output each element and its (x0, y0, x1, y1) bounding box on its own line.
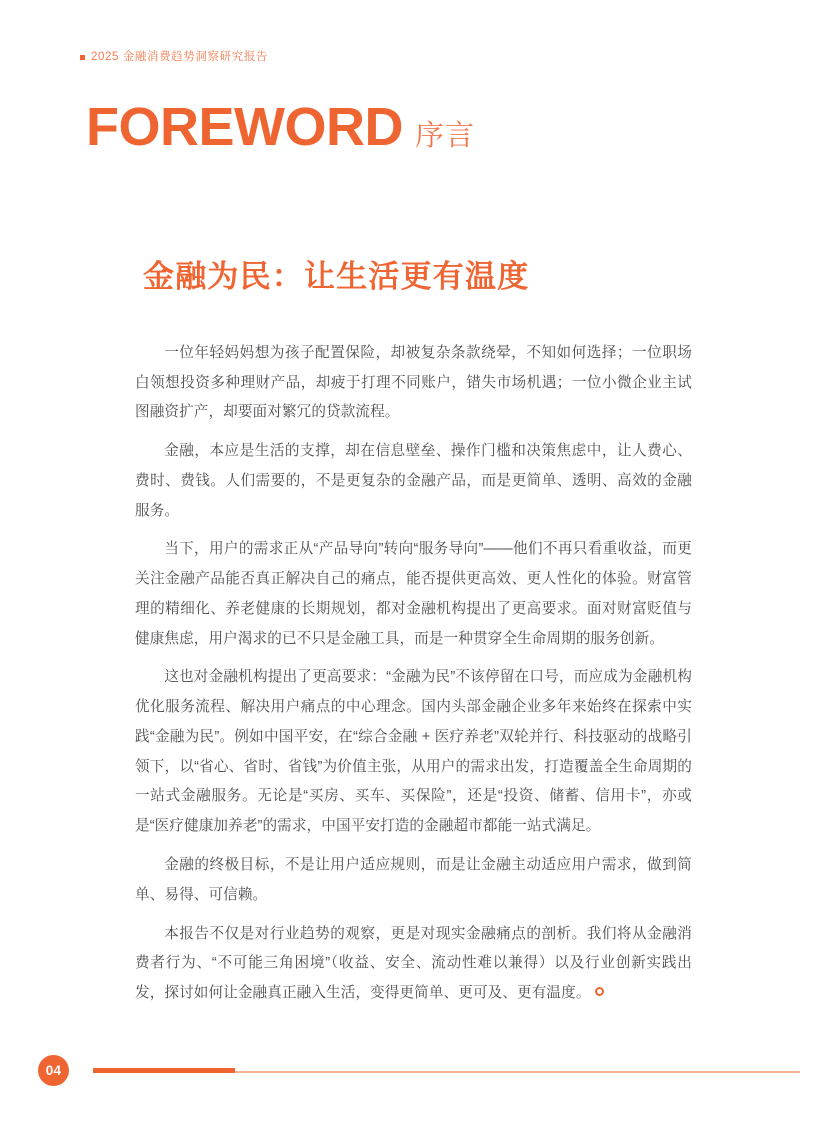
article-paragraph: 一位年轻妈妈想为孩子配置保险，却被复杂条款绕晕，不知如何选择；一位职场白领想投资多种理财产品，却疲于打理不同账户，错失市场机遇；一位小微企业主试图融资扩产，却要面对繁冗的贷款流程。 (135, 344, 692, 421)
running-header-text: 2025 金融消费趋势洞察研究报告 (91, 51, 268, 63)
article-title: 金融为民：让生活更有温度 (143, 259, 530, 294)
foreword-heading-english: FOREWORD (86, 97, 403, 157)
article-paragraph: 当下，用户的需求正从“产品导向”转向“服务导向”——他们不再只看重收益，而更关注金融产品能否真正解决自己的痛点，能否提供更高效、更人性化的体验。财富管理的精细化、养老健康的长期规划，都对金融机构提出了更高要求。面对财富贬值与健康焦虑，用户渴求的已不只是金融工具，而是一种贯穿全生命周期的服务创新。 (135, 541, 692, 647)
foreword-heading (86, 97, 475, 157)
page-footer (0, 1052, 826, 1092)
article-body (135, 258, 692, 1009)
footer-rule-accent (93, 1068, 235, 1073)
running-header (80, 52, 268, 64)
page-number-badge: 04 (38, 1055, 69, 1086)
article-paragraph-last (135, 920, 692, 1009)
foreword-heading-chinese: 序言 (414, 120, 475, 152)
article-paragraph: 金融的终极目标，不是让用户适应规则，而是让金融主动适应用户需求，做到简单、易得、可信赖。 (135, 857, 692, 903)
orange-ring-icon (595, 987, 604, 996)
square-bullet-icon (80, 55, 85, 60)
article-paragraph-text: 本报告不仅是对行业趋势的观察，更是对现实金融痛点的剖析。我们将从金融消费者行为、“不可能三角困境”（收益、安全、流动性难以兼得）以及行业创新实践出发，探讨如何让金融真正融入生活，变得更简单、更可及、更有温度。 (135, 925, 692, 1002)
article-paragraph: 这也对金融机构提出了更高要求：“金融为民”不该停留在口号，而应成为金融机构优化服务流程、解决用户痛点的中心理念。国内头部金融企业多年来始终在探索中实践“金融为民”。例如中国平安，在“综合金融 + 医疗养老”双轮并行、科技驱动的战略引领下，以“省心、省时、省钱”为价值主张，从用户的需求出发，打造覆盖全生命周期的一站式金融服务。无论是“买房、买车、买保险”，还是“投资、储蓄、信用卡”，亦或是“医疗健康加养老”的需求，中国平安打造的金融超市都能一站式满足。 (135, 669, 692, 835)
article-paragraph: 金融，本应是生活的支撑，却在信息壁垒、操作门槛和决策焦虑中，让人费心、费时、费钱。人们需要的，不是更复杂的金融产品，而是更简单、透明、高效的金融服务。 (135, 443, 692, 519)
